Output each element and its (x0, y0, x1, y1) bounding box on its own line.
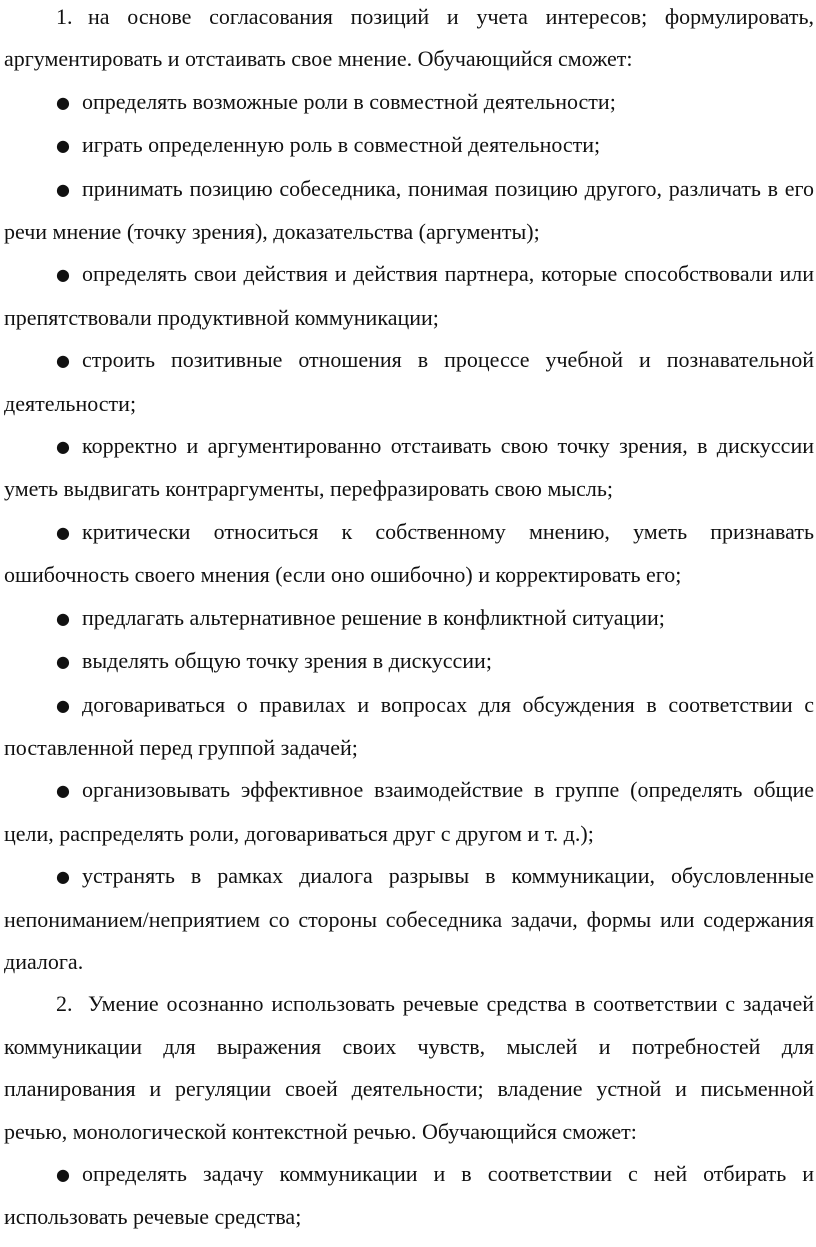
bullet-item (4, 684, 814, 770)
bullet-text: выделять общую точку зрения в дискуссии; (82, 648, 492, 674)
bullet-item (4, 640, 814, 683)
bullet-icon: ● (56, 437, 70, 457)
bullet-text: устранять в рамках диалога разрывы в коммуникации, обусловленные непониманием/неприятием со стороны собеседника задачи, формы или содержания диалога. (4, 863, 814, 974)
numbered-paragraph-1 (4, 0, 814, 81)
paragraph-text: на основе согласования позиций и учета интересов; формулировать, аргументировать и отстаивать свое мнение. Обучающийся сможет: (4, 4, 814, 72)
bullet-text: играть определенную роль в совместной деятельности; (82, 132, 601, 158)
bullet-icon: ● (56, 695, 70, 715)
bullet-item (4, 855, 814, 983)
bullet-item (4, 597, 814, 640)
bullet-icon: ● (56, 351, 70, 371)
bullet-item (4, 769, 814, 855)
bullet-text: определять свои действия и действия партнера, которые способствовали или препятствовали продуктивной коммуникации; (4, 261, 814, 330)
bullet-text: организовывать эффективное взаимодействие в группе (определять общие цели, распределять роли, договариваться друг с другом и т. д.); (4, 777, 814, 846)
bullet-icon: ● (56, 265, 70, 285)
bullet-icon: ● (56, 92, 70, 112)
bullet-text: предлагать альтернативное решение в конфликтной ситуации; (82, 604, 665, 630)
bullet-item (4, 511, 814, 597)
bullet-item (4, 81, 814, 124)
bullet-text: договариваться о правилах и вопросах для обсуждения в соответствии с поставленной перед группой задачей; (4, 691, 814, 760)
bullet-text: критически относиться к собственному мнению, уметь признавать ошибочность своего мнения (если оно ошибочно) и корректировать его; (4, 518, 814, 588)
bullet-icon: ● (56, 522, 70, 542)
bullet-icon: ● (56, 867, 70, 887)
bullet-item (4, 124, 814, 167)
bullet-text: принимать позицию собеседника, понимая позицию другого, различать в его речи мнение (точку зрения), доказательства (аргументы); (4, 175, 814, 245)
bullet-icon: ● (56, 781, 70, 801)
paragraph-text: Умение осознанно использовать речевые средства в соответствии с задачей коммуникации для выражения своих чувств, мыслей и потребностей для планирования и регуляции своей деятельности; владение устной и письменной речью, монологической контекстной речью. Обучающийся сможет: (4, 991, 814, 1144)
bullet-text: корректно и аргументированно отстаивать свою точку зрения, в дискуссии уметь выдвигать контраргументы, перефразировать свою мысль; (4, 433, 814, 502)
numbered-paragraph-2 (4, 983, 814, 1153)
bullet-icon: ● (56, 136, 70, 156)
bullet-icon: ● (56, 608, 70, 628)
bullet-icon: ● (56, 179, 70, 199)
bullet-item (4, 425, 814, 511)
bullet-text: строить позитивные отношения в процессе учебной и познавательной деятельности; (4, 347, 814, 416)
list-number: 1. (56, 4, 73, 29)
bullet-icon: ● (56, 652, 70, 672)
bullet-text: определять возможные роли в совместной деятельности; (82, 88, 616, 114)
bullet-icon: ● (56, 1164, 70, 1184)
bullet-item (4, 339, 814, 425)
bullet-item (4, 1153, 814, 1239)
bullet-text: определять задачу коммуникации и в соответствии с ней отбирать и использовать речевые средства; (4, 1160, 814, 1230)
list-number: 2. (56, 991, 73, 1017)
bullet-item (4, 253, 814, 339)
bullet-item (4, 168, 814, 254)
